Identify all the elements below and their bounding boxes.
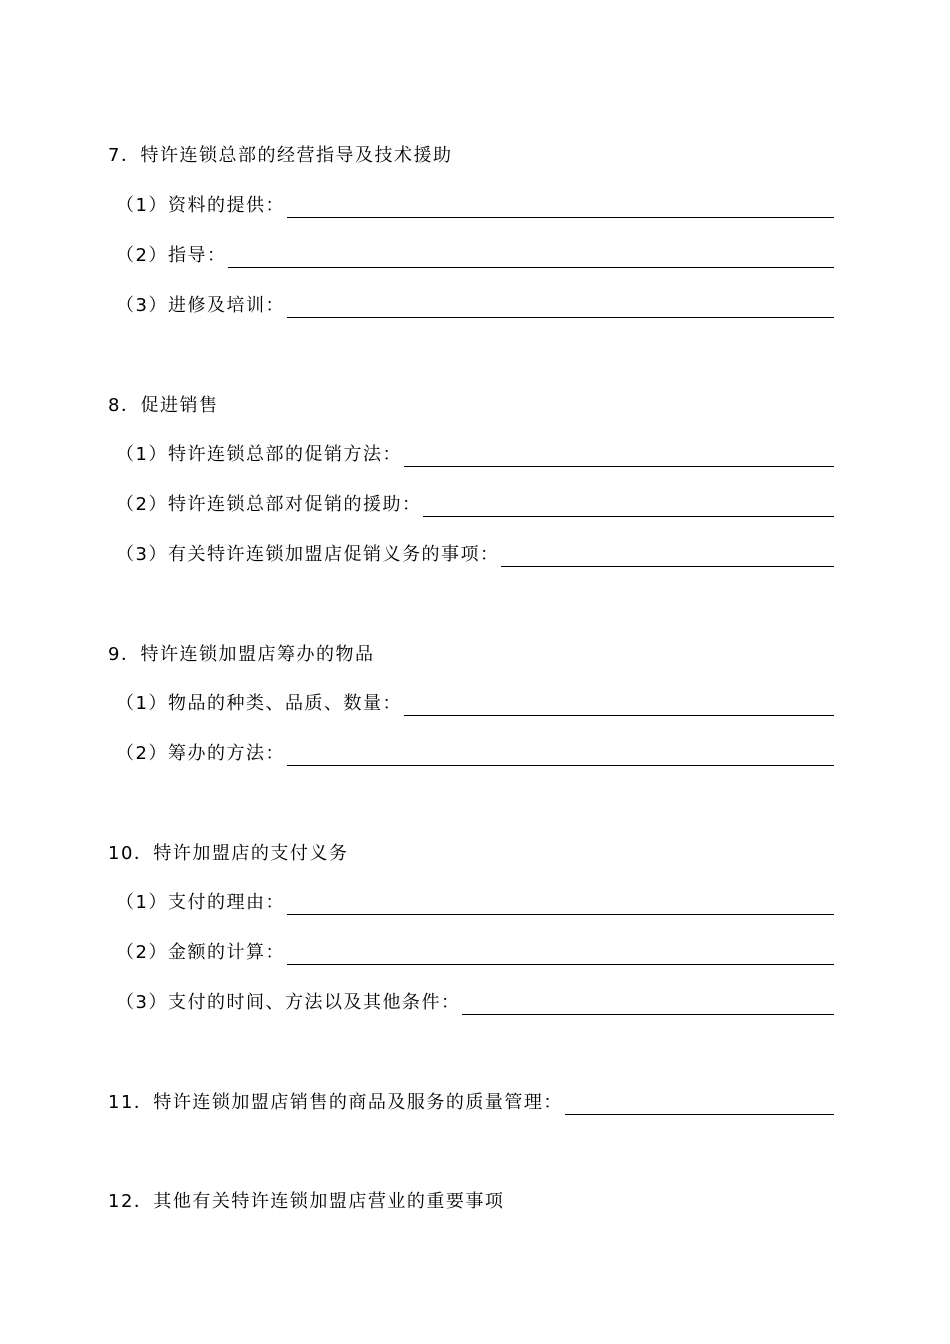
form-item	[116, 742, 834, 766]
section-heading	[108, 1190, 504, 1214]
form-item	[116, 443, 834, 467]
fill-in-blank-line[interactable]	[287, 197, 834, 218]
form-item	[116, 493, 834, 517]
form-item	[116, 244, 834, 268]
form-item-label: （1）资料的提供：	[116, 195, 285, 216]
section-heading-text: 8．促进销售	[108, 395, 219, 416]
fill-in-blank-line[interactable]	[404, 695, 834, 716]
form-item-label: （2）特许连锁总部对促销的援助：	[116, 494, 422, 515]
section-heading	[108, 394, 218, 418]
fill-in-blank-line[interactable]	[287, 745, 834, 766]
section-heading-text: 9．特许连锁加盟店筹办的物品	[108, 644, 375, 665]
form-item	[116, 194, 834, 218]
fill-in-blank-line[interactable]	[565, 1094, 834, 1115]
section-heading	[108, 1091, 834, 1115]
form-item-label: （1）特许连锁总部的促销方法：	[116, 444, 402, 465]
fill-in-blank-line[interactable]	[228, 247, 834, 268]
fill-in-blank-line[interactable]	[404, 446, 834, 467]
fill-in-blank-line[interactable]	[287, 297, 834, 318]
form-item	[116, 991, 834, 1015]
section-heading	[108, 842, 348, 866]
fill-in-blank-line[interactable]	[287, 944, 834, 965]
form-item	[116, 543, 834, 567]
fill-in-blank-line[interactable]	[462, 994, 834, 1015]
section-heading	[108, 643, 374, 667]
fill-in-blank-line[interactable]	[501, 546, 834, 567]
form-item	[116, 294, 834, 318]
section-heading	[108, 144, 452, 168]
section-heading-text: 7．特许连锁总部的经营指导及技术援助	[108, 145, 453, 166]
section-heading-text: 11．特许连锁加盟店销售的商品及服务的质量管理：	[108, 1092, 563, 1113]
form-item-label: （1）支付的理由：	[116, 892, 285, 913]
fill-in-blank-line[interactable]	[423, 496, 834, 517]
section-heading-text: 10．特许加盟店的支付义务	[108, 843, 349, 864]
form-item-label: （3）进修及培训：	[116, 295, 285, 316]
form-item-label: （2）指导：	[116, 245, 227, 266]
section-heading-text: 12．其他有关特许连锁加盟店营业的重要事项	[108, 1191, 505, 1212]
form-item-label: （2）金额的计算：	[116, 942, 285, 963]
form-item	[116, 891, 834, 915]
form-item	[116, 941, 834, 965]
form-item-label: （3）支付的时间、方法以及其他条件：	[116, 992, 461, 1013]
form-item-label: （2）筹办的方法：	[116, 743, 285, 764]
form-item-label: （3）有关特许连锁加盟店促销义务的事项：	[116, 544, 500, 565]
form-item-label: （1）物品的种类、品质、数量：	[116, 693, 402, 714]
fill-in-blank-line[interactable]	[287, 894, 834, 915]
form-item	[116, 692, 834, 716]
